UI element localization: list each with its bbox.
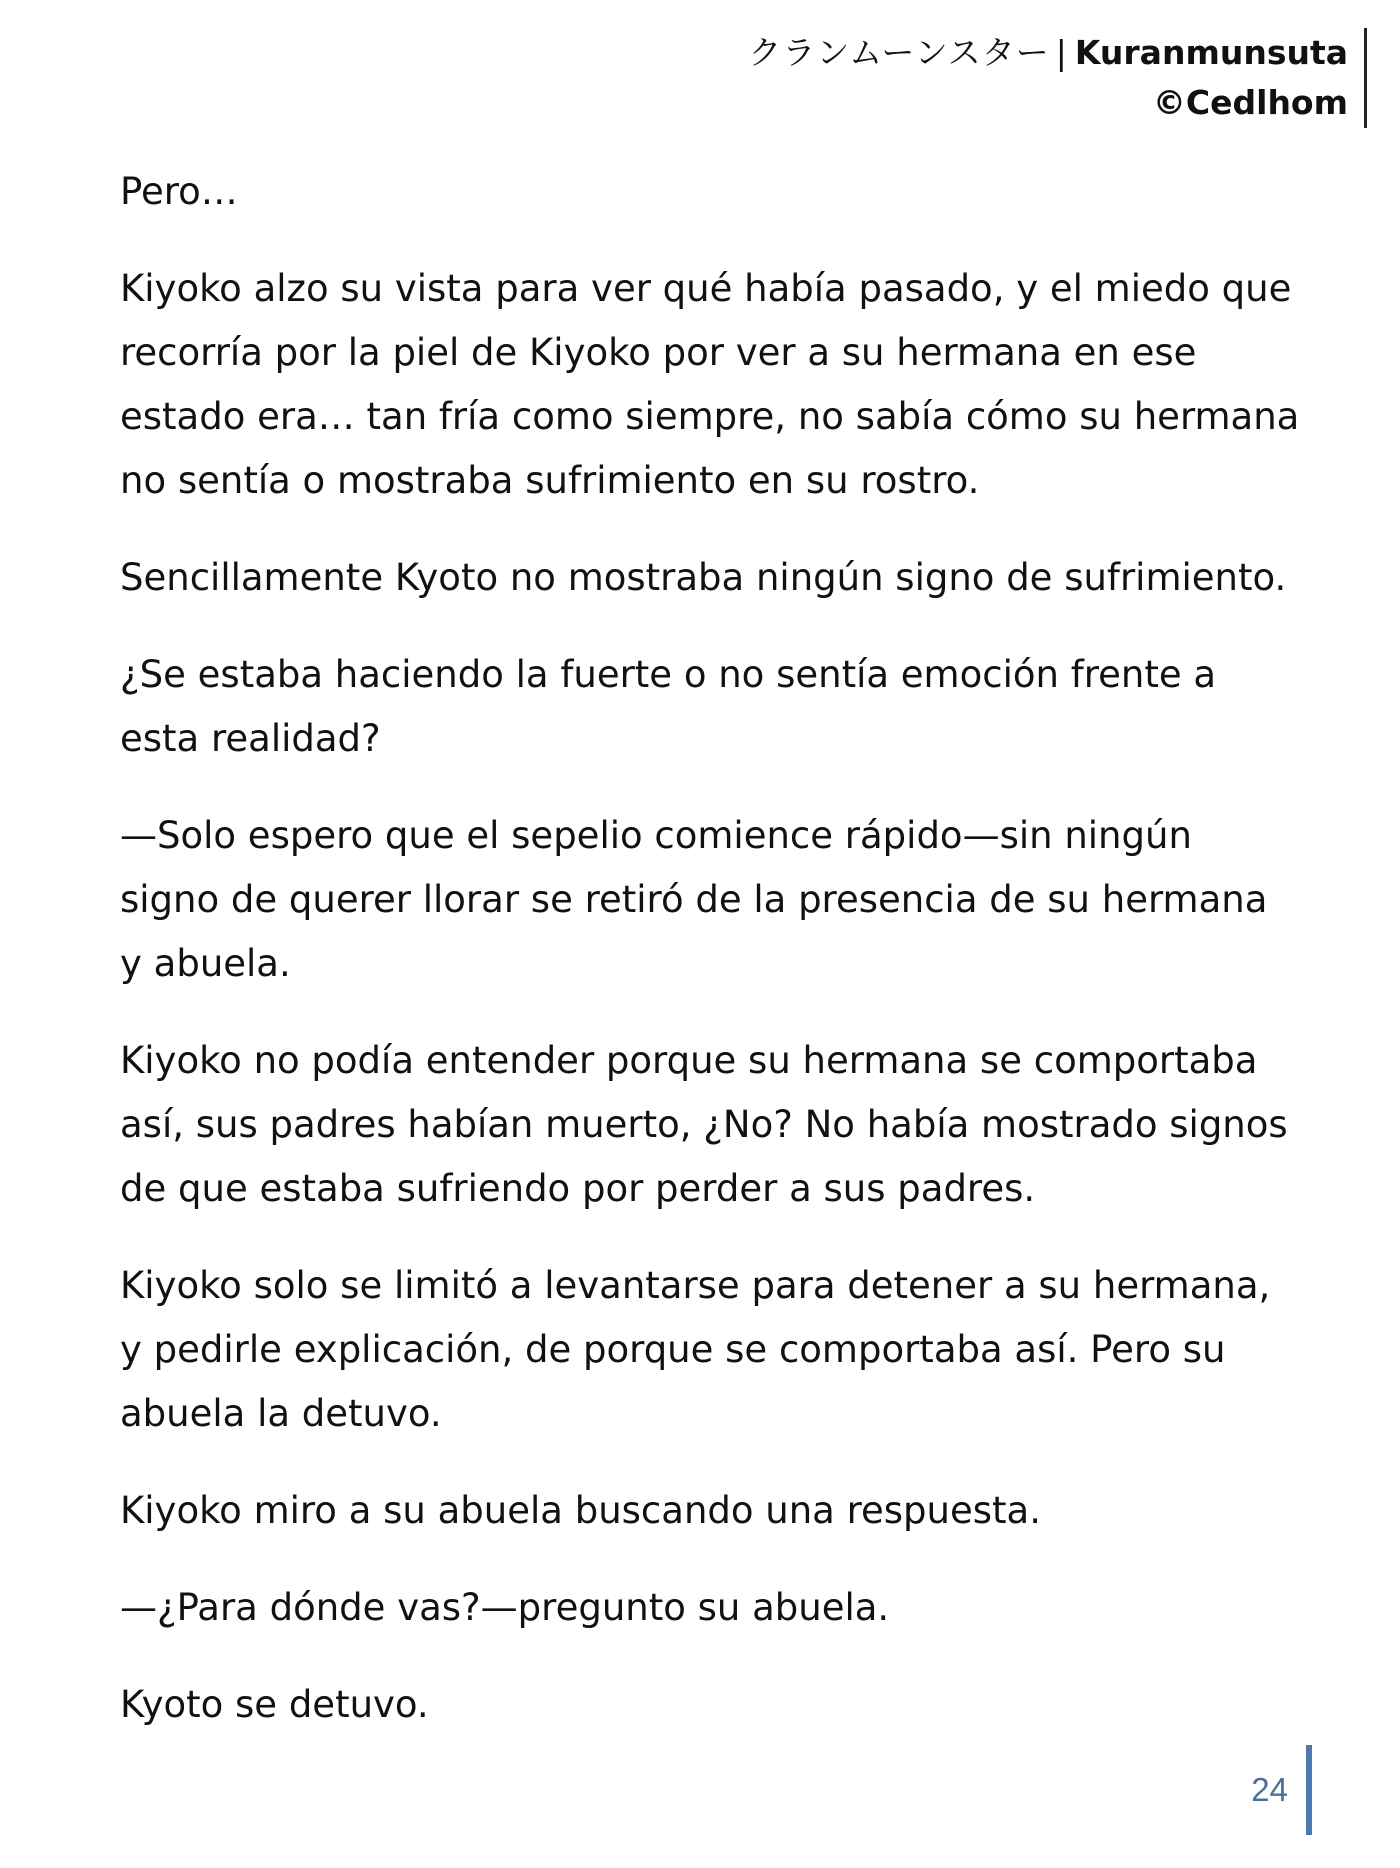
page-header xyxy=(748,28,1367,128)
paragraph: —Solo espero que el sepelio comience rápido—sin ningún signo de querer llorar se retiró de la presencia de su hermana y abuela. xyxy=(120,814,1268,985)
header-title-line xyxy=(748,28,1348,78)
story-text xyxy=(120,160,1300,1770)
paragraph: Kiyoko no podía entender porque su hermana se comportaba así, sus padres habían muerto, ¿No? No había mostrado signos de que estaba sufriendo por perder a sus padres. xyxy=(120,1039,1288,1210)
paragraph: Kiyoko alzo su vista para ver qué había pasado, y el miedo que recorría por la piel de Kiyoko por ver a su hermana en ese estado era… tan fría como siempre, no sabía cómo su hermana no sentía o mostraba sufrimiento en su rostro. xyxy=(120,267,1300,502)
paragraph: Sencillamente Kyoto no mostraba ningún signo de sufrimiento. xyxy=(120,556,1287,599)
paragraph: —¿Para dónde vas?—pregunto su abuela. xyxy=(120,1586,890,1629)
paragraph: Pero… xyxy=(120,170,238,213)
romanized-title: Kuranmunsuta xyxy=(1074,33,1348,72)
title-separator: | xyxy=(1055,33,1067,72)
page-number: 24 xyxy=(1251,1771,1288,1808)
japanese-title: クランムーンスター xyxy=(748,33,1050,72)
paragraph: Kiyoko miro a su abuela buscando una respuesta. xyxy=(120,1489,1041,1532)
copyright-notice: ©Cedlhom xyxy=(1152,83,1348,122)
paragraph: ¿Se estaba haciendo la fuerte o no sentía emoción frente a esta realidad? xyxy=(120,653,1217,760)
paragraph: Kyoto se detuvo. xyxy=(120,1683,429,1726)
page-number-rule xyxy=(1306,1745,1312,1835)
paragraph: Kiyoko solo se limitó a levantarse para detener a su hermana, y pedirle explicación, de porque se comportaba así. Pero su abuela la detuvo. xyxy=(120,1264,1271,1435)
page-footer xyxy=(1251,1745,1312,1835)
